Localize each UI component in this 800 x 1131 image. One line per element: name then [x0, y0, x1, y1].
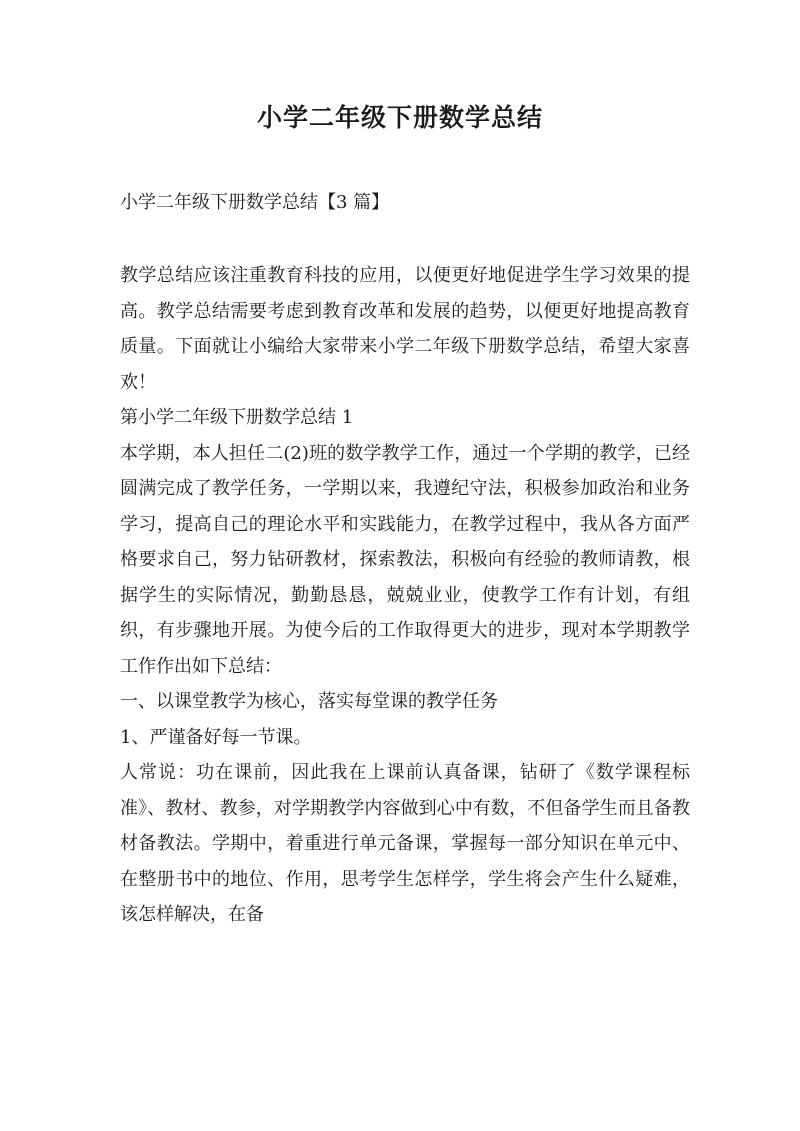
document-body: [120, 258, 690, 933]
section-heading: 第小学二年级下册数学总结 1: [120, 407, 354, 428]
document-subtitle: 小学二年级下册数学总结【3 篇】: [120, 192, 390, 213]
intro-paragraph: 教学总结应该注重教育科技的应用，以便更好地促进学生学习效果的提高。教学总结需要考虑到教育改革和发展的趋势，以便更好地提高教育质量。下面就让小编给大家带来小学二年级下册数学总结，希望大家喜欢！: [120, 265, 690, 393]
document-title: 小学二年级下册数学总结: [256, 103, 543, 132]
body-paragraph: 本学期，本人担任二(2)班的数学教学工作，通过一个学期的教学，已经圆满完成了教学任务，一学期以来，我遵纪守法，积极参加政治和业务学习，提高自己的理论水平和实践能力，在教学过程中，我从各方面严格要求自己，努力钻研教材，探索教法，积极向有经验的教师请教，根据学生的实际情况，勤勤恳恳，兢兢业业，使教学工作有计划，有组织，有步骤地开展。为使今后的工作取得更大的进步，现对本学期教学工作作出如下总结：: [120, 442, 690, 677]
list-item-heading: 1、严谨备好每一节课。: [120, 726, 312, 748]
subsection-heading: 一、以课堂教学为核心，落实每堂课的教学任务: [120, 691, 498, 712]
body-paragraph: 人常说：功在课前，因此我在上课前认真备课，钻研了《数学课程标准》、教材、教参，对学期教学内容做到心中有数，不但备学生而且备教材备教法。学期中，着重进行单元备课，掌握每一部分知识在单元中、在整册书中的地位、作用，思考学生怎样学，学生将会产生什么疑难，该怎样解决，在备: [120, 762, 690, 925]
